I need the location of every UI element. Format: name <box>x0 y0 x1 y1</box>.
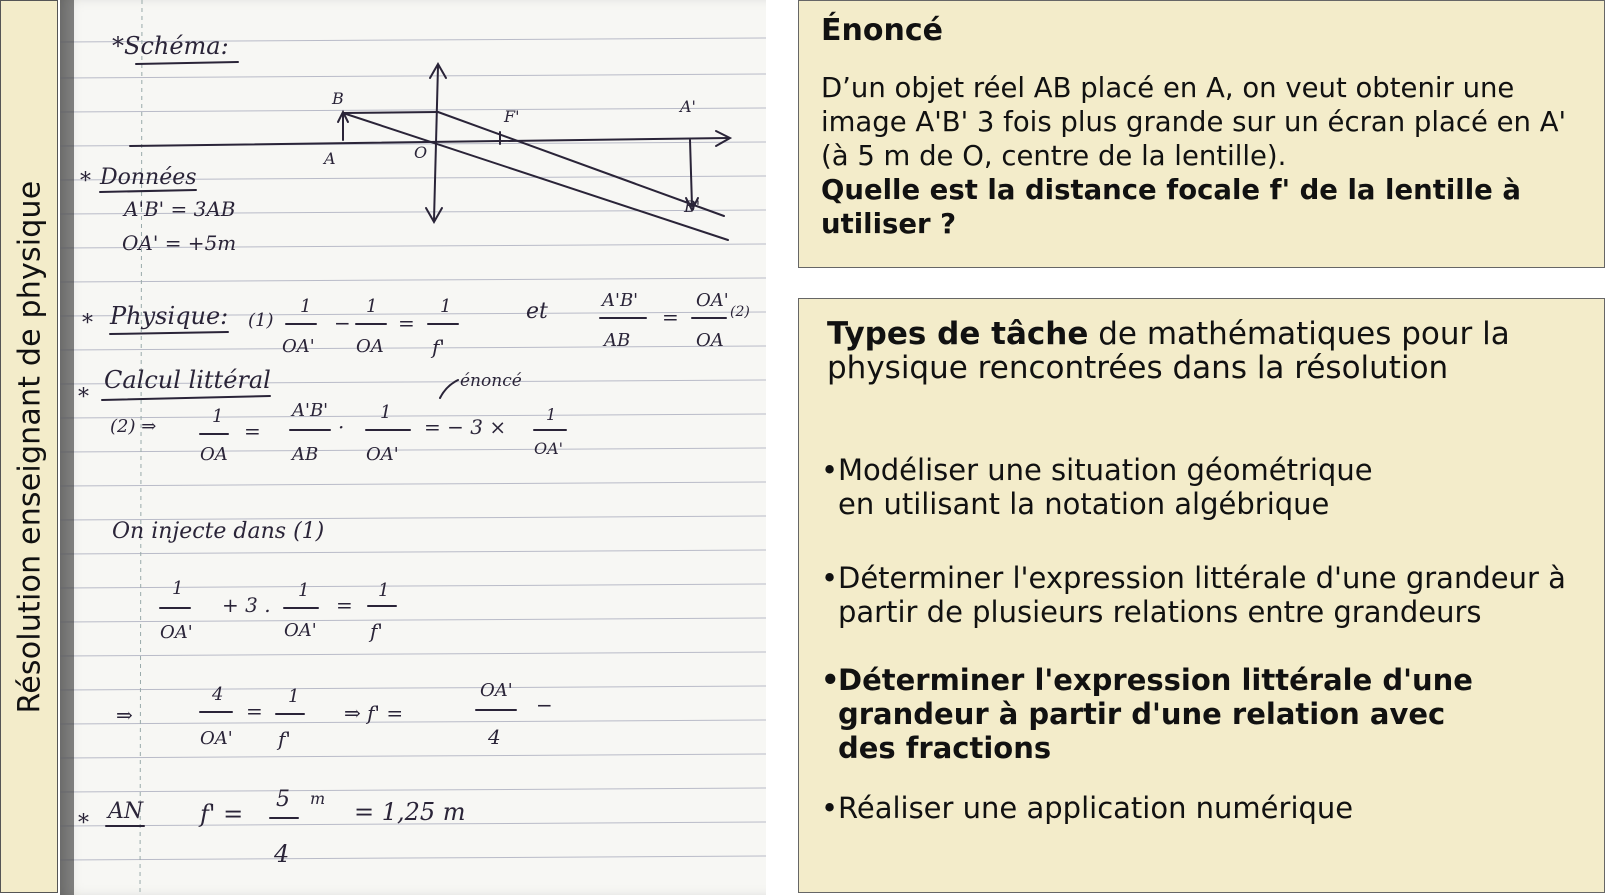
heading-an: AN <box>108 799 144 824</box>
side-label-panel <box>0 0 58 893</box>
svg-text:et: et <box>526 299 548 324</box>
calc-step-1 <box>110 400 566 465</box>
svg-text:OA: OA <box>356 336 384 357</box>
label-o: O <box>414 143 428 162</box>
svg-text:=: = <box>398 311 415 335</box>
side-label-text: Résolution enseignant de physique <box>12 180 48 714</box>
svg-text:−: − <box>334 311 351 335</box>
enonce-panel <box>798 0 1605 268</box>
heading-physique: Physique: <box>110 302 229 330</box>
heading-calcul-litteral: Calcul littéral <box>104 366 271 394</box>
svg-text:*: * <box>82 311 93 336</box>
svg-text:AB: AB <box>604 330 631 351</box>
svg-text:⇒: ⇒ <box>116 703 133 727</box>
task-types-title-rest: de mathématiques pour la physique rencontrées dans la résolution <box>827 316 1510 386</box>
notebook-photo <box>60 0 766 895</box>
svg-text:=: = <box>662 305 679 329</box>
svg-text:OA: OA <box>200 444 228 465</box>
task-bullet-1: • Modéliser une situation géométrique en utilisant la notation algébrique <box>821 453 1401 521</box>
svg-text:1: 1 <box>546 405 557 424</box>
svg-text:OA': OA' <box>282 336 315 357</box>
numeric-application <box>78 787 466 868</box>
task-types-title <box>827 317 1587 385</box>
svg-text:=: = <box>336 593 353 617</box>
svg-text:m: m <box>310 789 326 808</box>
task-bullet-4: • Réaliser une application numérique <box>821 791 1591 825</box>
svg-text:(2) ⇒: (2) ⇒ <box>110 416 157 437</box>
task-types-panel <box>798 298 1605 893</box>
svg-text:f': f' <box>432 335 445 359</box>
heading-schema: *Schéma: <box>112 32 229 60</box>
enonce-question: Quelle est la distance focale f' de la lentille à utiliser ? <box>821 174 1521 240</box>
task-bullet-2-text: Déterminer l'expression littérale d'une grandeur à partir de plusieurs relations entre grandeurs <box>838 561 1566 629</box>
svg-text:OA: OA <box>696 330 724 351</box>
svg-text:(1): (1) <box>248 310 274 331</box>
svg-text:(2): (2) <box>730 304 750 320</box>
svg-text:OA': OA' <box>366 444 399 465</box>
donnee-2: OA' = +5m <box>122 231 237 255</box>
svg-text:=: = <box>244 419 261 443</box>
task-bullet-3: • Déterminer l'expression littérale d'une grandeur à partir d'une relation avec des fractions <box>821 663 1501 765</box>
svg-text:AB: AB <box>292 444 319 465</box>
svg-text:4: 4 <box>274 840 290 868</box>
svg-text:f' =: f' = <box>200 800 244 828</box>
label-b-prime: B' <box>684 197 701 216</box>
svg-text:= − 3 ×: = − 3 × <box>424 415 507 439</box>
svg-text:1: 1 <box>300 296 312 317</box>
svg-text:OA': OA' <box>534 439 564 458</box>
label-f: F' <box>504 107 520 126</box>
svg-text:4: 4 <box>212 684 224 705</box>
heading-donnees: Données <box>100 165 197 190</box>
enonce-body <box>821 71 1581 241</box>
svg-text:OA': OA' <box>480 680 513 701</box>
svg-text:1: 1 <box>378 580 390 601</box>
svg-text:= 1,25 m: = 1,25 m <box>354 798 466 826</box>
svg-text:1: 1 <box>440 296 452 317</box>
svg-text:f': f' <box>278 727 291 751</box>
enonce-text: D’un objet réel AB placé en A, on veut obtenir une image A'B' 3 fois plus grande sur un écran placé en A' (à 5 m de O, centre de la lentille). <box>821 72 1567 172</box>
svg-text:+ 3 .: + 3 . <box>222 593 271 617</box>
svg-text:*: * <box>78 385 89 410</box>
svg-text:*: * <box>78 811 89 836</box>
svg-text:f': f' <box>370 619 383 643</box>
svg-text:1: 1 <box>212 406 224 427</box>
svg-text:A'B': A'B' <box>292 400 329 421</box>
svg-text:1: 1 <box>298 580 310 601</box>
calc-step-2 <box>160 578 396 643</box>
svg-text:5: 5 <box>276 787 290 812</box>
svg-text:OA': OA' <box>696 290 729 311</box>
svg-text:−: − <box>536 693 553 717</box>
task-bullet-1-text: Modéliser une situation géométrique en utilisant la notation algébrique <box>838 453 1373 521</box>
svg-text:A'B': A'B' <box>602 290 639 311</box>
task-types-title-bold: Types de tâche <box>827 316 1089 352</box>
svg-text:OA': OA' <box>284 620 317 641</box>
note-enonce: énoncé <box>460 371 522 391</box>
svg-text:1: 1 <box>172 578 184 599</box>
enonce-title: Énoncé <box>821 13 943 48</box>
label-b: B <box>332 89 344 108</box>
notebook-drawing <box>60 0 766 895</box>
svg-text:OA': OA' <box>160 622 193 643</box>
svg-text:1: 1 <box>366 296 378 317</box>
svg-text:=: = <box>246 699 263 723</box>
task-bullet-4-text: Réaliser une application numérique <box>838 791 1354 825</box>
inject-text: On injecte dans (1) <box>112 519 325 544</box>
label-a-prime: A' <box>680 97 696 116</box>
label-a: A <box>324 149 336 168</box>
task-bullet-2: • Déterminer l'expression littérale d'une grandeur à partir de plusieurs relations entre grandeurs <box>821 561 1591 629</box>
calc-step-3 <box>116 680 553 751</box>
svg-text:*: * <box>80 169 91 194</box>
svg-text:·: · <box>338 415 345 439</box>
svg-text:1: 1 <box>380 402 392 423</box>
svg-text:4: 4 <box>488 725 501 749</box>
svg-text:OA': OA' <box>200 728 233 749</box>
svg-text:⇒ f' =: ⇒ f' = <box>344 701 404 725</box>
svg-text:1: 1 <box>288 686 300 707</box>
task-bullet-3-text: Déterminer l'expression littérale d'une grandeur à partir d'une relation avec des fractions <box>838 663 1473 765</box>
donnee-1: A'B' = 3AB <box>124 197 236 221</box>
